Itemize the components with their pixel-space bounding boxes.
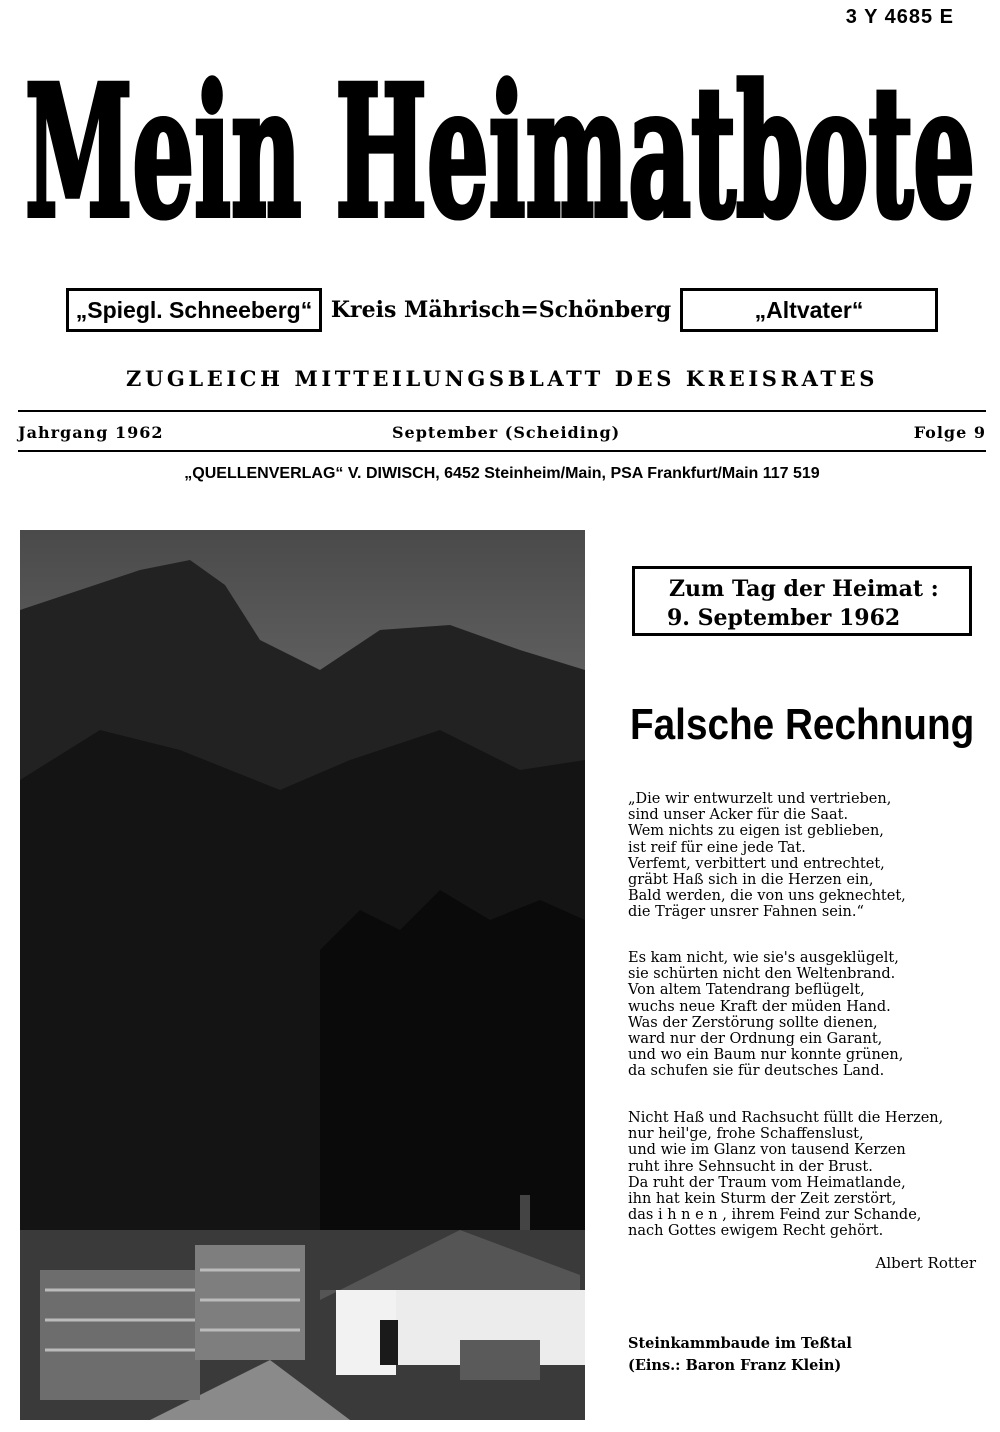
poem-line: und wo ein Baum nur konnte grünen, bbox=[628, 1047, 904, 1064]
poem-line: die Träger unsrer Fahnen sein.“ bbox=[628, 904, 864, 921]
poem-line: sie schürten nicht den Weltenbrand. bbox=[628, 966, 896, 983]
poem-line: ist reif für eine jede Tat. bbox=[628, 839, 806, 856]
month-label: September (Scheiding) bbox=[392, 423, 621, 442]
masthead-blackletter-wordmark bbox=[10, 30, 990, 280]
svg-text:Mein Heimatbote: Mein Heimatbote bbox=[25, 47, 976, 258]
poem-author: Albert Rotter bbox=[875, 1254, 976, 1272]
catalog-code: 3 Y 4685 E bbox=[845, 6, 954, 28]
day-of-homeland-box bbox=[632, 566, 972, 636]
poem-line: ruht ihre Sehnsucht in der Brust. bbox=[628, 1158, 873, 1175]
caption-line-1: Steinkammbaude im Teßtal bbox=[628, 1335, 852, 1352]
poem-line: ward nur der Ordnung ein Garant, bbox=[628, 1031, 883, 1048]
poem-line: Was der Zerstörung sollte dienen, bbox=[628, 1014, 878, 1031]
poem-line: Bald werden, die von uns geknechtet, bbox=[628, 888, 906, 905]
subtitle: ZUGLEICH MITTEILUNGSBLATT DES KREISRATES bbox=[126, 366, 878, 391]
poem-line: Von altem Tatendrang beflügelt, bbox=[628, 982, 865, 999]
issue-label: Folge 9 bbox=[913, 423, 986, 442]
poem-line: das i h n e n , ihrem Feind zur Schande, bbox=[628, 1207, 922, 1224]
poem-line: und wie im Glanz von tausend Kerzen bbox=[628, 1142, 906, 1159]
poem-line: da schufen sie für deutsches Land. bbox=[628, 1063, 885, 1080]
poem-line: nur heil'ge, frohe Schaffenslust, bbox=[628, 1126, 864, 1143]
divider-bottom bbox=[18, 450, 986, 452]
publisher-line: „QUELLENVERLAG“ V. DIWISCH, 6452 Steinheim/Main, PSA Frankfurt/Main 117 519 bbox=[184, 465, 820, 482]
region-box-right: „Altvater“ bbox=[680, 288, 938, 332]
poem-line: Wem nichts zu eigen ist geblieben, bbox=[628, 823, 884, 840]
year-label: Jahrgang 1962 bbox=[18, 423, 164, 442]
photo-caption bbox=[628, 1333, 852, 1377]
poem-stanza-3 bbox=[628, 1110, 943, 1240]
region-box-left: „Spiegl. Schneeberg“ bbox=[66, 288, 322, 332]
poem-stanza-1 bbox=[628, 791, 906, 921]
day-box-line-2: 9. September 1962 bbox=[667, 605, 901, 631]
poem-line: Es kam nicht, wie sie's ausgeklügelt, bbox=[628, 950, 899, 966]
poem-line: ihn hat kein Sturm der Zeit zerstört, bbox=[628, 1191, 897, 1208]
caption-line-2: (Eins.: Baron Franz Klein) bbox=[628, 1357, 842, 1374]
article-title: Falsche Rechnung bbox=[630, 700, 975, 749]
poem-line: Da ruht der Traum vom Heimatlande, bbox=[628, 1174, 906, 1191]
cover-photo bbox=[20, 530, 585, 1420]
forest-hut-photo bbox=[20, 530, 585, 1420]
poem-line: sind unser Acker für die Saat. bbox=[628, 807, 849, 824]
poem-line: Verfemt, verbittert und entrechtet, bbox=[628, 855, 885, 872]
divider-top bbox=[18, 410, 986, 412]
poem-line: nach Gottes ewigem Recht gehört. bbox=[628, 1223, 884, 1240]
issue-info-line bbox=[18, 420, 986, 448]
poem-line: wuchs neue Kraft der müden Hand. bbox=[628, 998, 891, 1015]
day-box-line-1: Zum Tag der Heimat : bbox=[669, 576, 939, 602]
district-name: Kreis Mährisch=Schönberg bbox=[330, 297, 672, 323]
masthead-logo bbox=[10, 30, 990, 280]
poem-line: Nicht Haß und Rachsucht füllt die Herzen, bbox=[628, 1110, 944, 1126]
poem-line: „Die wir entwurzelt und vertrieben, bbox=[628, 791, 892, 807]
poem-stanza-2 bbox=[628, 950, 903, 1080]
poem-line: gräbt Haß sich in die Herzen ein, bbox=[628, 872, 874, 889]
